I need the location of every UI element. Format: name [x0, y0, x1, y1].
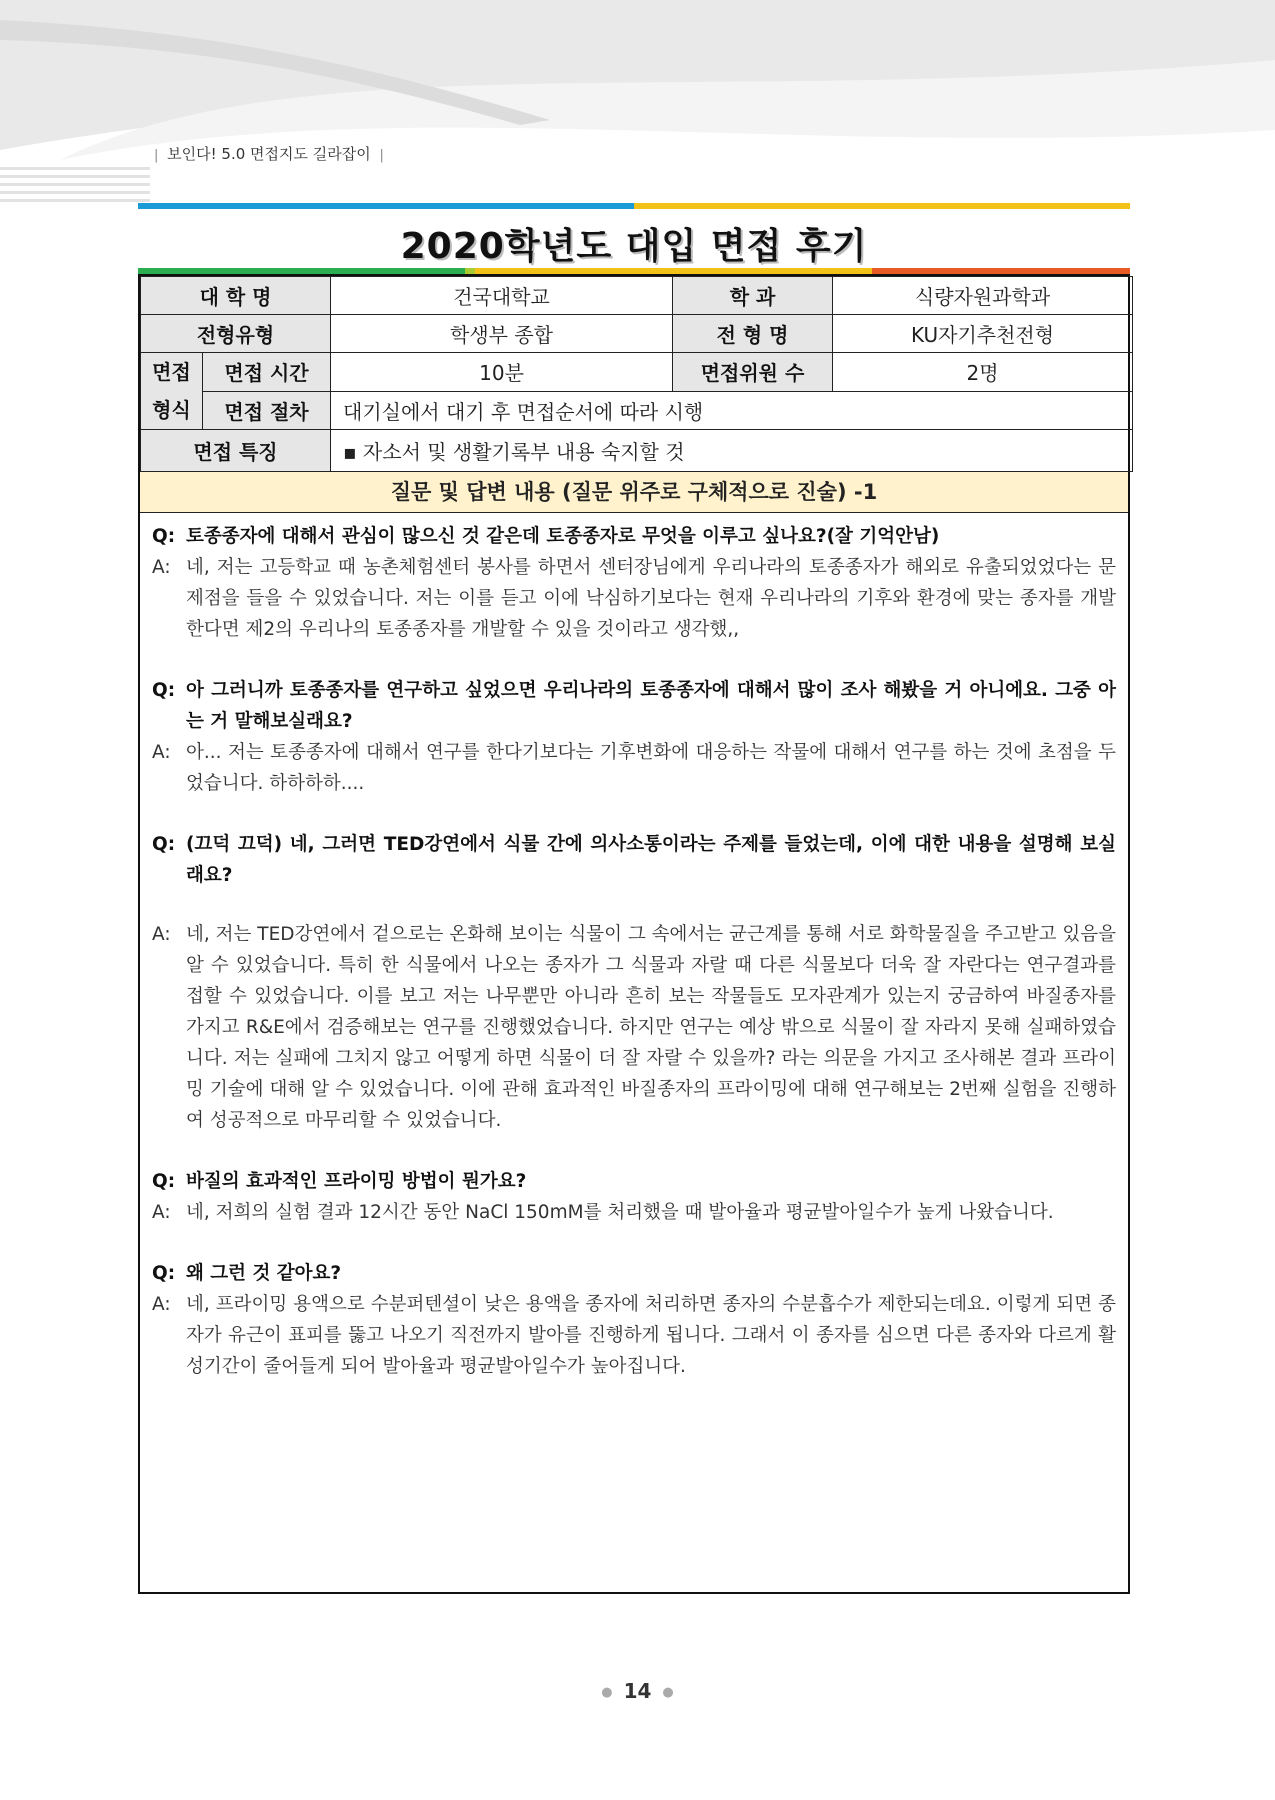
running-header: [150, 143, 388, 164]
stripes-decoration: [0, 165, 150, 210]
feature-label: 면접 특징: [141, 430, 331, 472]
q-prefix: Q:: [152, 834, 176, 855]
question-text: 바질의 효과적인 프라이밍 방법이 뭔가요?: [186, 1171, 527, 1192]
question-1: [152, 521, 1116, 552]
question-5: [152, 1258, 1116, 1289]
procedure-value: 대기실에서 대기 후 면접순서에 따라 시행: [331, 391, 1133, 430]
panel-value: 2명: [833, 353, 1133, 392]
time-label: 면접 시간: [203, 353, 331, 392]
format-label: 면접 형식: [141, 353, 203, 430]
answer-5: [152, 1289, 1116, 1382]
page-dot-left: ●: [601, 1685, 613, 1700]
question-2: [152, 675, 1116, 737]
procedure-label: 면접 절차: [203, 391, 331, 430]
question-text: 토종종자에 대해서 관심이 많으신 것 같은데 토종종자로 무엇을 이루고 싶나요?(잘 기억안남): [186, 526, 940, 547]
track-label: 전 형 명: [673, 315, 833, 353]
feature-value: ▪ 자소서 및 생활기록부 내용 숙지할 것: [331, 430, 1133, 472]
answer-4: [152, 1197, 1116, 1228]
header-sep-right: |: [379, 148, 384, 163]
page-number: [0, 1679, 1275, 1703]
answer-text: 네, 저는 고등학교 때 농촌체험센터 봉사를 하면서 센터장님에게 우리나라의 토종종자가 해외로 유출되었었다는 문제점을 들을 수 있었습니다. 저는 이를 듣고 이에 낙심하기보다는 현재 우리나라의 기후와 환경에 맞는 종자를 개발한다면 제2의 우리나의 토종종자를 개발할 수 있을 것이라고 생각했,,: [186, 557, 1116, 640]
review-frame: [138, 274, 1130, 1594]
question-text: (끄덕 끄덕) 네, 그러면 TED강연에서 식물 간에 의사소통이라는 주제를 들었는데, 이에 대한 내용을 설명해 보실래요?: [186, 834, 1116, 886]
track-value: KU자기추천전형: [833, 315, 1133, 353]
univ-value: 건국대학교: [331, 277, 673, 315]
qa-list: [140, 513, 1128, 1382]
info-table: [140, 276, 1133, 472]
a-prefix: A:: [152, 742, 171, 763]
q-prefix: Q:: [152, 526, 176, 547]
dept-value: 식량자원과학과: [833, 277, 1133, 315]
univ-label: 대 학 명: [141, 277, 331, 315]
title-rule-top: [138, 203, 1130, 209]
question-4: [152, 1166, 1116, 1197]
question-text: 아 그러니까 토종종자를 연구하고 싶었으면 우리나라의 토종종자에 대해서 많이 조사 해봤을 거 아니에요. 그중 아는 거 말해보실래요?: [186, 680, 1116, 732]
q-prefix: Q:: [152, 1171, 176, 1192]
question-3: [152, 829, 1116, 891]
panel-label: 면접위원 수: [673, 353, 833, 392]
document-title: 2020학년도 대입 면접 후기: [400, 226, 868, 267]
page-number-text: 14: [623, 1679, 652, 1703]
answer-1: [152, 552, 1116, 645]
answer-2: [152, 737, 1116, 799]
page-dot-right: ●: [662, 1685, 674, 1700]
a-prefix: A:: [152, 924, 171, 945]
a-prefix: A:: [152, 1202, 171, 1223]
header-title: 보인다! 5.0 면접지도 길라잡이: [167, 145, 371, 163]
header-sep-left: |: [154, 148, 159, 163]
time-value: 10분: [331, 353, 673, 392]
a-prefix: A:: [152, 1294, 171, 1315]
answer-3: [152, 919, 1116, 1136]
answer-text: 아... 저는 토종종자에 대해서 연구를 한다기보다는 기후변화에 대응하는 작물에 대해서 연구를 하는 것에 초점을 두었습니다. 하하하하....: [186, 742, 1116, 794]
a-prefix: A:: [152, 557, 171, 578]
answer-text: 네, 저희의 실험 결과 12시간 동안 NaCl 150mM를 처리했을 때 발아율과 평균발아일수가 높게 나왔습니다.: [186, 1202, 1054, 1223]
dept-label: 학 과: [673, 277, 833, 315]
qa-section-title: 질문 및 답변 내용 (질문 위주로 구체적으로 진술) -1: [140, 472, 1128, 513]
q-prefix: Q:: [152, 1263, 176, 1284]
answer-text: 네, 프라이밍 용액으로 수분퍼텐셜이 낮은 용액을 종자에 처리하면 종자의 수분흡수가 제한되는데요. 이렇게 되면 종자가 유근이 표피를 뚫고 나오기 직전까지 발아를 진행하게 됩니다. 그래서 이 종자를 심으면 다른 종자와 다르게 활성기간이 줄어들게 되어 발아율과 평균발아일수가 높아집니다.: [186, 1294, 1116, 1377]
q-prefix: Q:: [152, 680, 176, 701]
question-text: 왜 그런 것 같아요?: [186, 1263, 342, 1284]
type-value: 학생부 종합: [331, 315, 673, 353]
type-label: 전형유형: [141, 315, 331, 353]
answer-text: 네, 저는 TED강연에서 겉으로는 온화해 보이는 식물이 그 속에서는 균근계를 통해 서로 화학물질을 주고받고 있음을 알 수 있었습니다. 특히 한 식물에서 나오는 종자가 그 식물과 자랄 때 다른 식물보다 더욱 잘 자란다는 연구결과를 접할 수 있었습니다. 이를 보고 저는 나무뿐만 아니라 흔히 보는 작물들도 모자관계가 있는지 궁금하여 바질종자를 가지고 R&E에서 검증해보는 연구를 진행했었습니다. 하지만 연구는 예상 밖으로 식물이 잘 자라지 못해 실패하였습니다. 저는 실패에 그치지 않고 어떻게 하면 식물이 더 잘 자랄 수 있을까? 라는 의문을 가지고 조사해본 결과 프라이밍 기술에 대해 알 수 있었습니다. 이에 관해 효과적인 바질종자의 프라이밍에 대해 연구해보는 2번째 실험을 진행하여 성공적으로 마무리할 수 있었습니다.: [186, 924, 1116, 1131]
